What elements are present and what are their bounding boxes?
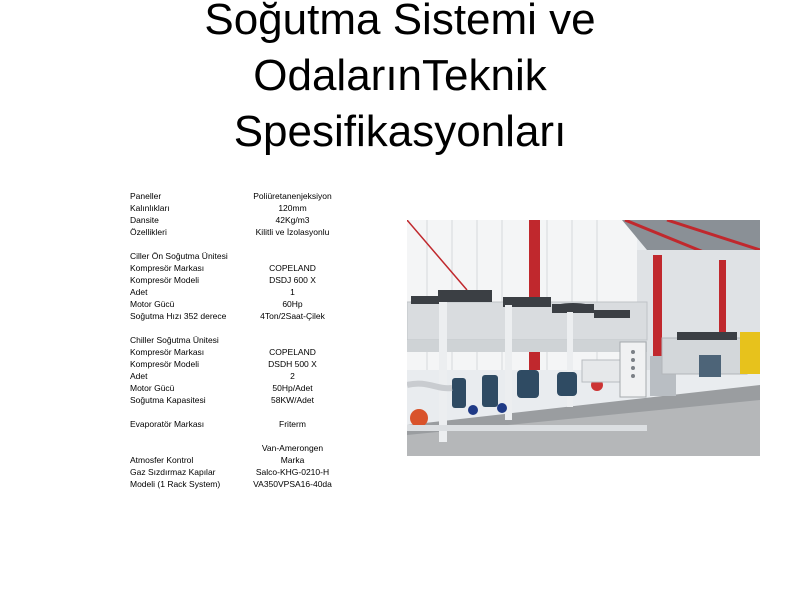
spec-row <box>130 394 420 406</box>
spec-row <box>130 274 420 286</box>
spec-row <box>130 202 420 214</box>
spec-value: Van-Amerongen <box>261 443 324 453</box>
spec-label <box>130 322 240 334</box>
spec-label: Chiller Soğutma Ünitesi <box>130 335 219 345</box>
spec-value: DSDJ 600 X <box>269 275 316 285</box>
spec-value: 50Hp/Adet <box>272 383 313 393</box>
spec-row <box>130 214 420 226</box>
spec-value <box>240 406 345 418</box>
spec-row <box>130 346 420 358</box>
title-line-2: OdalarınTeknik <box>253 51 547 100</box>
spec-row <box>130 322 420 334</box>
spec-label: Atmosfer Kontrol <box>130 455 194 465</box>
spec-value: Friterm <box>279 419 306 429</box>
spec-value: 120mm <box>278 203 307 213</box>
spec-row <box>130 370 420 382</box>
spec-value <box>240 322 345 334</box>
spec-label: Adet <box>130 287 148 297</box>
spec-row <box>130 190 420 202</box>
spec-value: 2 <box>290 371 295 381</box>
spec-value: 1 <box>290 287 295 297</box>
spec-label: Kompresör Modeli <box>130 359 199 369</box>
spec-row <box>130 478 420 490</box>
spec-row <box>130 466 420 478</box>
spec-row <box>130 226 420 238</box>
spec-label <box>130 430 240 442</box>
spec-row <box>130 334 420 346</box>
spec-label: Modeli (1 Rack System) <box>130 479 221 489</box>
spec-row <box>130 250 420 262</box>
spec-row <box>130 310 420 322</box>
spec-row <box>130 418 420 430</box>
spec-label: Ciller Ön Soğutma Ünitesi <box>130 251 228 261</box>
spec-value: COPELAND <box>269 263 316 273</box>
spec-table <box>130 190 420 490</box>
spec-row <box>130 406 420 418</box>
spec-label: Soğutma Kapasitesi <box>130 395 206 405</box>
spec-label: Kompresör Markası <box>130 347 205 357</box>
spec-row <box>130 358 420 370</box>
title-line-1: Soğutma Sistemi ve <box>204 0 596 44</box>
cooling-units-photo <box>407 220 760 456</box>
spec-row <box>130 262 420 274</box>
title-line-3: Spesifikasyonları <box>233 107 567 156</box>
spec-value: Poliüretanenjeksiyon <box>253 191 332 201</box>
spec-row <box>130 238 420 250</box>
spec-value: 60Hp <box>282 299 303 309</box>
spec-value: VA350VPSA16-40da <box>253 479 332 489</box>
spec-row <box>130 442 420 454</box>
spec-row <box>130 454 420 466</box>
spec-value: 58KW/Adet <box>271 395 314 405</box>
spec-label <box>130 238 240 250</box>
spec-value: 42Kg/m3 <box>275 215 310 225</box>
spec-label: Dansite <box>130 215 159 225</box>
spec-row <box>130 298 420 310</box>
spec-label: Paneller <box>130 191 162 201</box>
spec-value: Kilitli ve İzolasyonlu <box>255 227 330 237</box>
spec-label: Kompresör Modeli <box>130 275 199 285</box>
spec-value: COPELAND <box>269 347 316 357</box>
spec-value <box>240 250 345 262</box>
spec-value: Marka <box>280 455 305 465</box>
spec-value <box>240 430 345 442</box>
spec-label: Evaporatör Markası <box>130 419 205 429</box>
spec-row <box>130 430 420 442</box>
spec-value <box>240 334 345 346</box>
spec-value <box>240 238 345 250</box>
spec-label <box>130 442 240 454</box>
spec-label: Kalınlıkları <box>130 203 170 213</box>
slide-title <box>0 0 800 160</box>
spec-label: Soğutma Hızı 352 derece <box>130 311 227 321</box>
spec-label: Adet <box>130 371 148 381</box>
spec-row <box>130 286 420 298</box>
spec-label: Özellikleri <box>130 227 167 237</box>
spec-value: Salco-KHG-0210-H <box>255 467 330 477</box>
spec-label <box>130 406 240 418</box>
spec-label: Gaz Sızdırmaz Kapılar <box>130 467 216 477</box>
spec-row <box>130 382 420 394</box>
spec-label: Kompresör Markası <box>130 263 205 273</box>
spec-value: DSDH 500 X <box>268 359 317 369</box>
spec-value: 4Ton/2Saat-Çilek <box>260 311 325 321</box>
spec-label: Motor Gücü <box>130 383 175 393</box>
spec-label: Motor Gücü <box>130 299 175 309</box>
